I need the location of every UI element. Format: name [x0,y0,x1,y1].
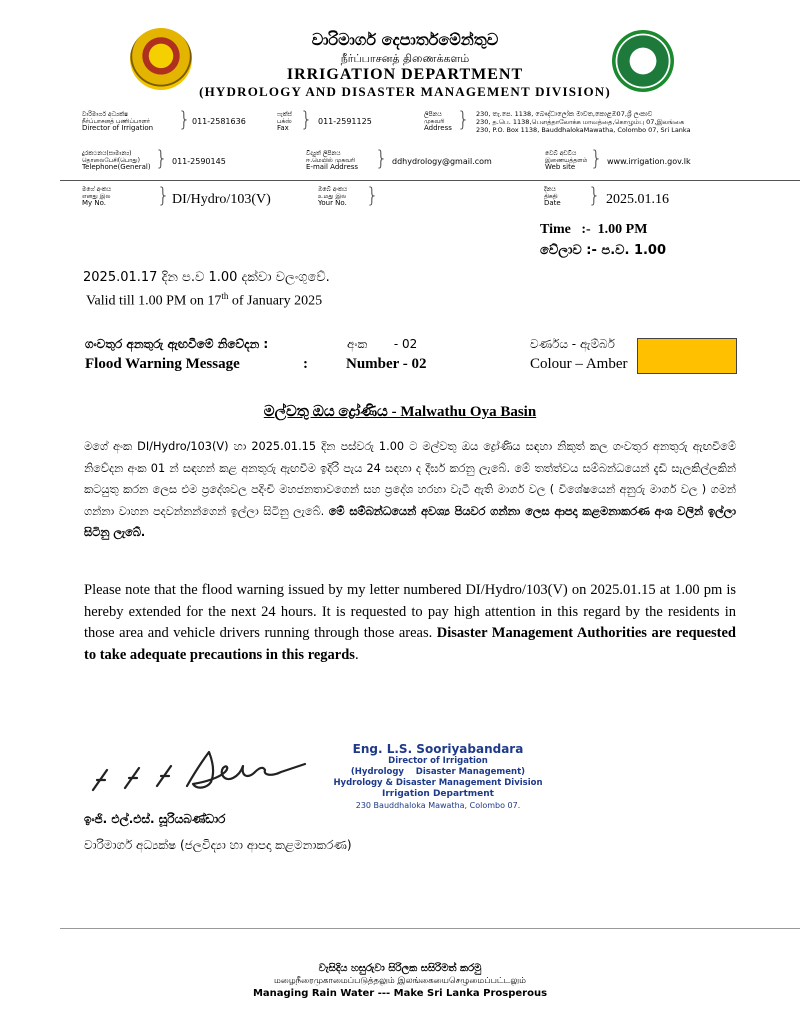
validity-sinhala: 2025.01.17 දින ප.ව 1.00 දක්වා වලංගුවේ. [83,270,330,285]
brace: } [300,107,313,131]
footer-slogan-sinhala: වැසිදිය හසුරුවා සිරිලක සසිරිමත් කරමු [318,963,482,974]
body-paragraph-english: Please note that the flood warning issued by my letter numbered DI/Hydro/103(V) on 2025.01.15 at 1.00 pm is hereby extended for the next 24 hours. It is requested to pay high attention in this regard by the residents in those area and vehicle drivers running through those areas. Disaster Management Authorities are requested to take adequate precautions in this regards. [84,582,736,663]
irrigation-department-logo [612,30,674,92]
signatory-name-sinhala: ඉංජි. එල්.එස්. සූරියබණ්ඩාර [84,812,226,826]
warning-colour-english: Colour – Amber [530,356,628,372]
title-english: IRRIGATION DEPARTMENT [286,66,524,83]
your-no-label: ඔබේ අංකය உமது இல Your No. [318,186,348,207]
division-title: (HYDROLOGY AND DISASTER MANAGEMENT DIVISION) [199,84,611,99]
footer-divider [60,928,800,929]
brace: } [375,146,388,170]
email-label: විද්‍යුත් ලිපිනය ஈ.மெயில் முகவரி E-mail Address [306,150,359,171]
warning-title-sinhala: ගංවතුර අනතුරු ඇඟවීමේ නිවේදන : [85,337,269,351]
fax-number: 011-2591125 [318,117,372,126]
address-block: 230, තැ.පෙ. 1138, බෞද්ධාලෝක මාවත,කොළඹ07,ශ්‍රී ලංකාව 230, த.பெ. 1138,பௌத்தாலோக்க மாவத்தை,கொழும்பு 07,இலங்கை 230, P.O. Box 1138, BauddhalokaMawatha, Colombo 07, Sri Lanka [476,110,691,134]
brace: } [588,183,601,207]
brace: } [457,107,470,131]
warning-title-english: Flood Warning Message [85,356,240,372]
warning-number-sinhala: අංක - 02 [347,337,418,351]
warning-number-english: Number - 02 [346,356,427,372]
warning-colon: : [303,356,308,372]
official-stamp: Eng. L.S. Sooriyabandara Director of Irrigation (Hydrology Disaster Management) Hydrology & Disaster Management Division Irrigation Department 230 Bauddhaloka Mawatha, Colombo 07. [333,742,543,810]
sri-lanka-emblem-logo [130,28,192,90]
email-address: ddhydrology@gmail.com [392,157,492,166]
handwritten-signature [85,742,315,804]
title-tamil: நீர்ப்பாசனத் திணைக்களம் [340,52,470,65]
footer-slogan-english: Managing Rain Water --- Make Sri Lanka Prosperous [252,988,548,999]
address-label: ලිපිනය முகவரி Address [424,111,452,132]
signatory-title-sinhala: වාරිමාර්ග අධ්‍යක්ෂ (ජලවිද්‍යා හා ආපදා කළමනාකරණ) [84,838,352,852]
director-label: වාරිමාර්ග අධ්‍යක්ෂ நீர்ப்பாசனத் பணிப்பாளர் Director of Irrigation [82,111,154,132]
brace: } [178,107,191,131]
director-phone: 011-2581636 [192,117,246,126]
warning-colour-sinhala: වර්ණය - ඇම්බර් [530,337,615,351]
website-url: www.irrigation.gov.lk [607,157,691,166]
amber-colour-swatch [637,338,737,374]
footer-slogan-tamil: மழைநீரைமுகாமைப்படுத்தலும் இலங்கையைசெழுமைப்பட்டலும் [273,976,527,986]
my-reference-number: DI/Hydro/103(V) [172,192,271,207]
header-divider [60,180,800,181]
issue-time-sinhala: වේලාව :- ප.ව. 1.00 [540,243,667,258]
brace: } [590,146,603,170]
issue-time-english: Time :- 1.00 PM [540,222,648,237]
body-paragraph-sinhala: මගේ අංක DI/Hydro/103(V) හා 2025.01.15 දින පස්වරු 1.00 ට මල්වතු ඔය ද්‍රෝණිය සඳහා නිකුත් කල ගංවතුර අනතුරු ඇඟවීමේ නිවේදන අංක 01 න් සඳහන් කළ අනතුරු ඇඟවීම ඉදිරි පැය 24 සඳහා ද දීර්ඝ කරනු ලැබේ. මේ තත්ත්වය සම්බන්ධයෙන් දැඩි සැලකිල්ලකින් කටයුතු කරන ලෙස එම ප්‍රදේශවල පදිංචි මහජනතාවගෙන් සහ ප්‍රදේශ හරහා වැටී ඇති මාර්ග වල ( විශේෂයෙන් අනුරු මාර්ග වල ) ගමන් ගන්නා වාහන පදවන්නන්ගෙන් ඉල්ලා සිටිනු ලැබේ. මේ සම්බන්ධයෙන් අවශ්‍ය පියවර ගන්නා ලෙස ආපදා කළමනාකරණ අංශ වලින් ඉල්ලා සිටිනු ලැබේ. [84,440,736,539]
website-label: වෙබ් අඩවිය இணையத்தளம் Web site [545,150,588,171]
brace: } [157,183,170,207]
telephone-label: දුරකථනය(සාමාන්‍ය) தொலைபேசி(பொது) Telephone(General) [82,150,151,171]
telephone-number: 011-2590145 [172,157,226,166]
validity-english: Valid till 1.00 PM on 17th of January 2025 [86,291,323,309]
title-sinhala: වාරිමාර්ග දෙපාර්තමේන්තුව [311,30,499,49]
brace: } [155,146,168,170]
my-no-label: මගේ අංකය எனது இல My No. [82,186,112,207]
basin-heading: මල්වතු ඔය ද්‍රෝණිය - Malwathu Oya Basin [263,404,537,420]
date-label: දිනය திகதி Date [544,186,561,207]
fax-label: ෆැක්ස් பக்ஸ் Fax [277,111,292,132]
brace: } [366,183,379,207]
letter-date: 2025.01.16 [606,192,669,207]
